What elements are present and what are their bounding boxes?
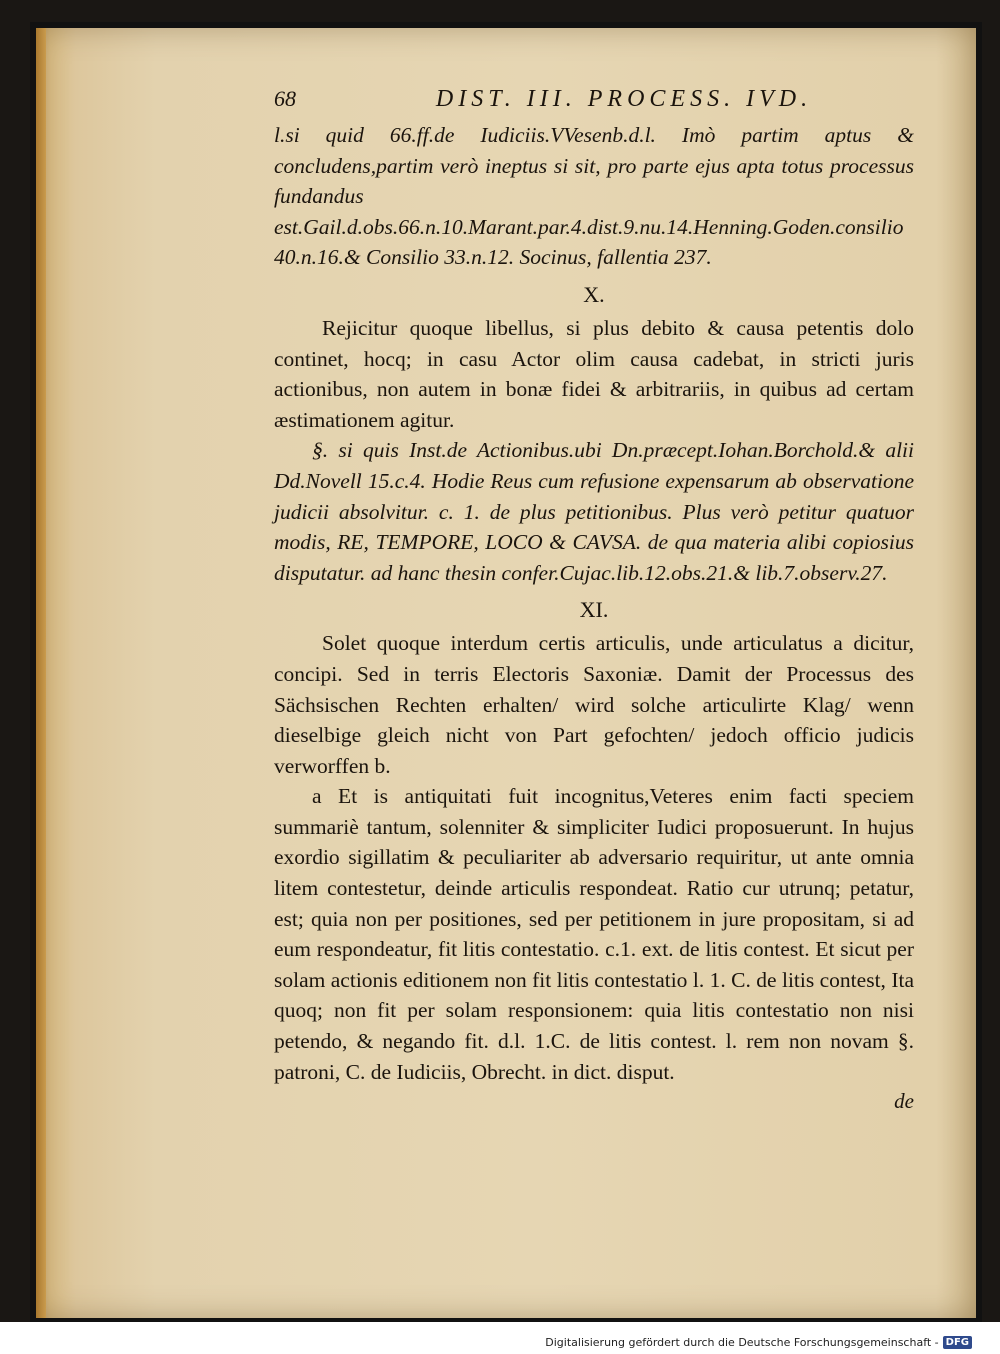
dfg-logo: DFG bbox=[943, 1336, 972, 1349]
footer-text: Digitalisierung gefördert durch die Deutsche Forschungsgemeinschaft - bbox=[545, 1336, 939, 1349]
footnote-a: a Et is antiquitati fuit incognitus,Veteres enim facti speciem summariè tantum, solenniter & simpliciter Iudici proposuerunt. In hujus exordio sigillatim & peculiariter ab adversario requiritur, ut ante omnia litem contestetur, deinde articulis respondeat. Ratio cur utrunq; petatur, est; quia non per positiones, sed per petitionem in jure propositam, si ad eum respondeatur, fit litis contestatio. c.1. ext. de litis contest. Et sicut per solam actionis editionem non fit litis contestatio l. 1. C. de litis contest, Ita quoq; non fit per solam responsionem: quia litis contestatio non nisi petendo, & negando fit. d.l. 1.C. de litis contest. l. rem non novam §. patroni, C. de Iudiciis, Obrecht. in dict. disput. bbox=[274, 784, 914, 1084]
page-text bbox=[274, 86, 914, 1115]
section-number-x: X. bbox=[583, 281, 605, 307]
page-spine-edge bbox=[36, 28, 46, 1318]
running-header bbox=[274, 86, 914, 120]
paragraph-articulis: Solet quoque interdum certis articulis, unde articulatus a dicitur, concipi. Sed in terris Electoris Saxoniæ. Damit der Processus des Sächsischen Rechten erhalten/ wird solche articulirte Klag/ wenn dieselbige gleich nicht von Part gefochten/ jedoch officio judicis verworffen b. bbox=[274, 631, 914, 778]
section-number-xi: XI. bbox=[579, 597, 609, 623]
paragraph-continuation: l.si quid 66.ff.de Iudiciis.VVesenb.d.l. Imò partim aptus & concludens,partim verò ineptus si sit, pro parte ejus apta totus processus fundandus est.Gail.d.obs.66.n.10.Marant.par.4.dist.9.nu.14.Henning.Goden.consilio 40.n.16.& Consilio 33.n.12. Socinus, fallentia 237. bbox=[274, 123, 914, 270]
catchword: de bbox=[894, 1089, 914, 1114]
paragraph-libellus: Rejicitur quoque libellus, si plus debito & causa petentis dolo continet, hocq; in casu Actor olim causa cadebat, in stricti juris actionibus, non autem in bonæ fidei & arbitrariis, in quibus ad certam æstimationem agitur. bbox=[274, 315, 914, 432]
paragraph-references: §. si quis Inst.de Actionibus.ubi Dn.præcept.Iohan.Borchold.& alii Dd.Novell 15.c.4. Hodie Reus cum refusione expensarum ab observatione judicii absolvitur. c. 1. de plus petitionibus. Plus verò petitur quatuor modis, RE, TEMPORE, LOCO & CAVSA. de qua materia alibi copiosius disputatur. ad hanc thesin confer.Cujac.lib.12.obs.21.& lib.7.observ.27. bbox=[274, 438, 914, 585]
footer bbox=[545, 1336, 972, 1349]
running-title: DIST. III. PROCESS. IVD. bbox=[435, 86, 813, 112]
page-number: 68 bbox=[274, 86, 296, 111]
